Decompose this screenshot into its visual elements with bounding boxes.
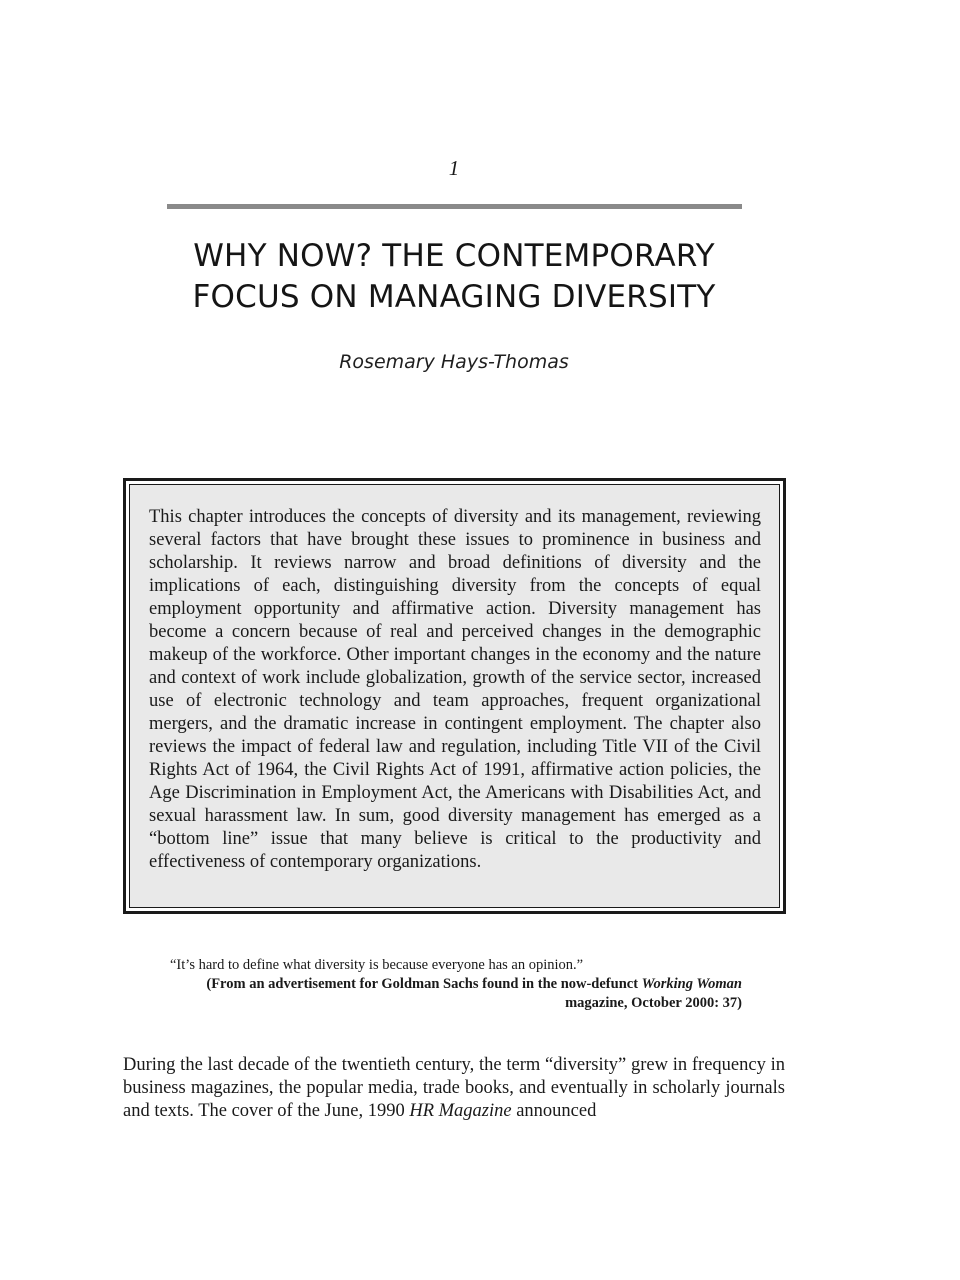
chapter-author: Rosemary Hays-Thomas bbox=[339, 351, 569, 373]
abstract-panel bbox=[129, 484, 780, 908]
epigraph-source-suffix: magazine, October 2000: 37) bbox=[565, 995, 742, 1011]
body-magazine-title: HR Magazine bbox=[409, 1101, 512, 1121]
epigraph-source-prefix: (From an advertisement for Goldman Sachs found in the now-defunct bbox=[206, 976, 642, 992]
abstract-box bbox=[123, 478, 786, 914]
epigraph-quote: “It’s hard to define what diversity is because everyone has an opinion.” bbox=[170, 957, 584, 973]
chapter-number: 1 bbox=[448, 156, 460, 180]
abstract-text: This chapter introduces the concepts of diversity and its management, reviewing several factors that have brought these issues to prominence in business and scholarship. It reviews narrow and broad definitions of diversity and the implications of each, distinguishing diversity from the concepts of equal employment opportunity and affirmative action. Diversity management has become a concern because of real and perceived changes in the demographic makeup of the workforce. Other important changes in the economy and the nature and context of work include globalization, growth of the service sector, increased use of electronic technology and team approaches, frequent organizational mergers, and the dramatic increase in contingent employment. The chapter also reviews the impact of federal law and regulation, including Title VII of the Civil Rights Act of 1964, the Civil Rights Act of 1991, affirmative action policies, the Age Discrimination in Employment Act, the Americans with Disabilities Act, and sexual harassment law. In sum, good diversity management has emerged as a “bottom line” issue that many believe is critical to the productivity and effectiveness of contemporary organizations. bbox=[149, 507, 761, 872]
body-text-start: During the last decade of the twentieth century, the term “diversity” grew in frequency in business magazines, the popular media, trade books, and eventually in scholarly journals and texts. The cover of the June, 1990 bbox=[123, 1055, 785, 1121]
chapter-title-line-1: WHY NOW? THE CONTEMPORARY bbox=[193, 238, 715, 274]
body-paragraph bbox=[123, 1054, 785, 1123]
body-text-end: announced bbox=[511, 1101, 597, 1121]
epigraph-source-publication: Working Woman bbox=[641, 976, 742, 992]
chapter-title bbox=[130, 236, 778, 318]
chapter-divider-rule bbox=[167, 204, 742, 209]
chapter-title-line-2: FOCUS ON MANAGING DIVERSITY bbox=[192, 279, 716, 315]
epigraph bbox=[170, 956, 742, 1013]
epigraph-source bbox=[202, 975, 742, 1013]
